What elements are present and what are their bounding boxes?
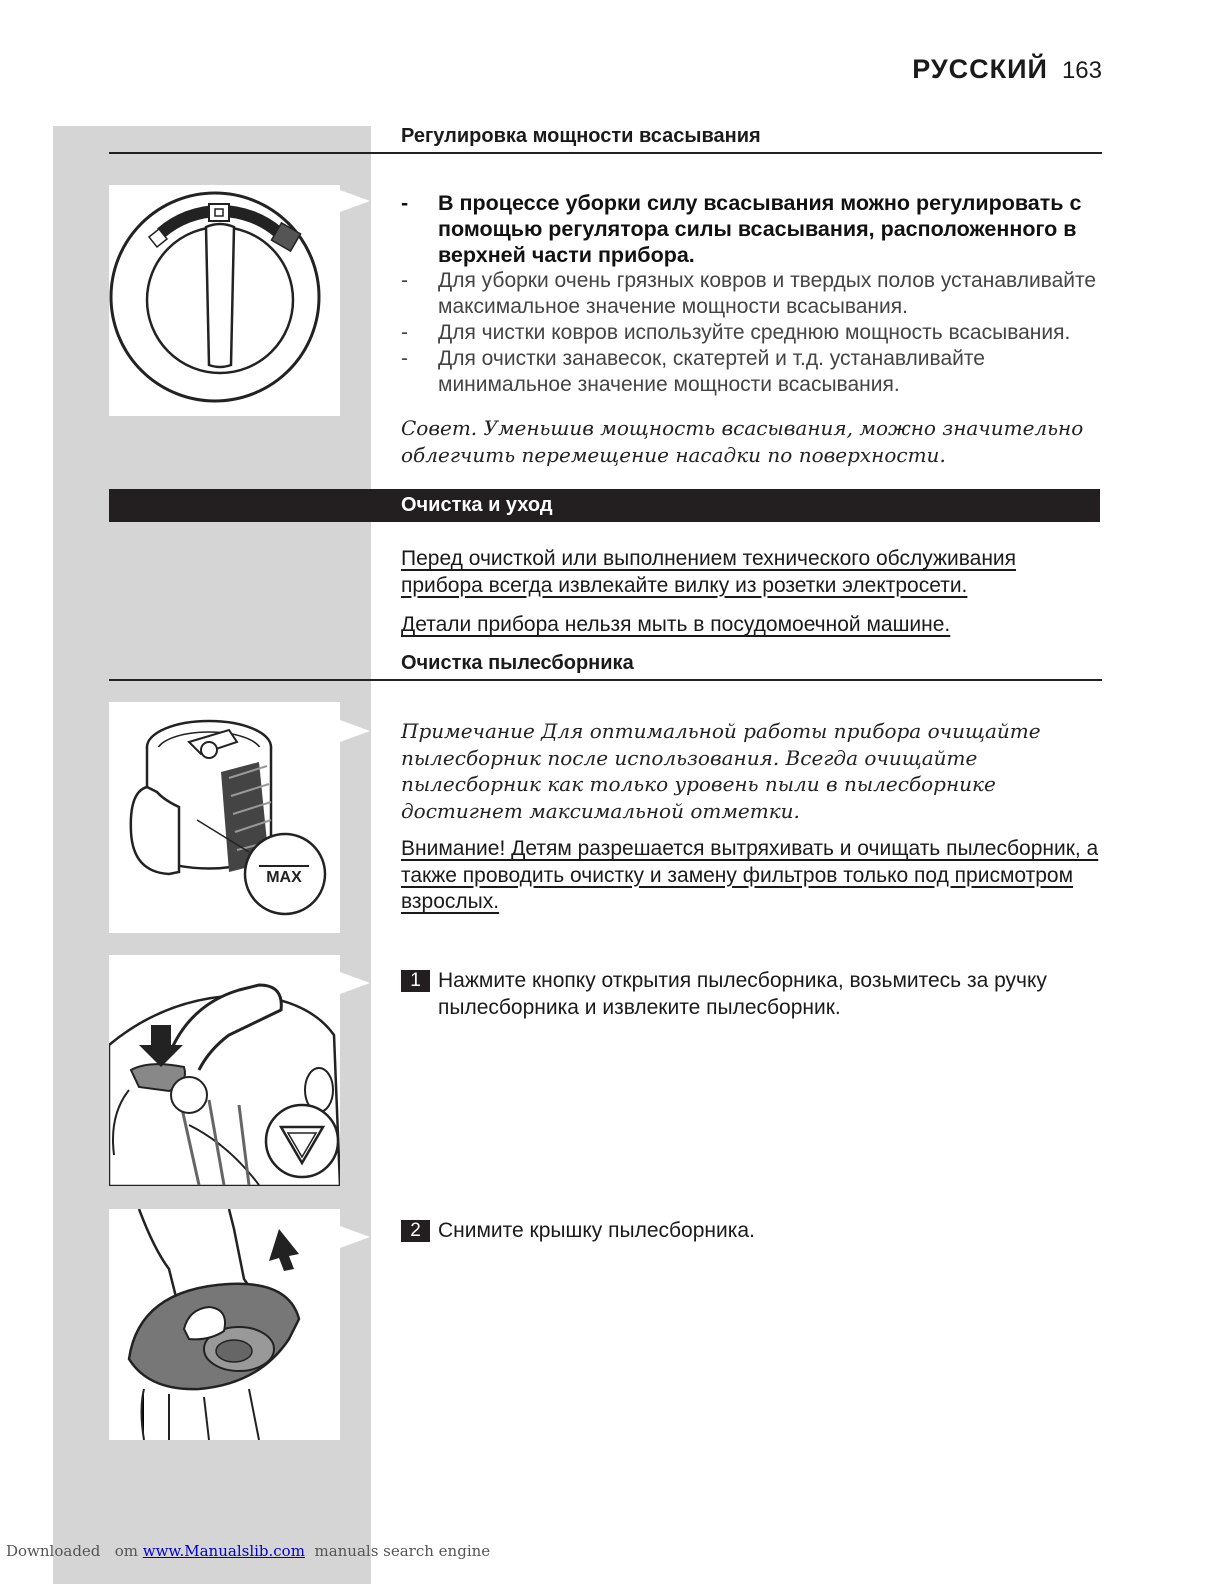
language-label: РУССКИЙ: [912, 54, 1048, 84]
remove-lid-figure: [109, 1209, 340, 1440]
page-header: [912, 54, 1102, 85]
dust-note: Примечание Для оптимальной работы прибора очищайте пылесборник после использования. Всегда очищайте пылесборник как только уровень пыли в пылесборнике достигнет максимальной отметки.: [401, 719, 1041, 823]
download-footer: Downloaded om www.Manualslib.com manuals search engine: [6, 1542, 491, 1560]
figure-pointer: [340, 972, 370, 994]
figure-pointer: [340, 720, 370, 742]
children-attention: Внимание! Детям разрешается вытряхивать и очищать пылесборник, а также проводить очистку и замену фильтров только под присмотром взрослых.: [401, 837, 1099, 913]
bullet-item: - В процессе уборки силу всасывания можно регулировать с помощью регулятора силы всасывания, расположенного в верхней части прибора.: [401, 191, 1082, 267]
figure-pointer: [340, 1226, 370, 1248]
dust-container-illustration: [109, 702, 340, 933]
suction-dial-illustration: [109, 185, 340, 416]
step-number: 1: [401, 970, 430, 992]
suction-dial-figure: [109, 185, 340, 416]
suction-tip: Совет. Уменьшив мощность всасывания, можно значительно облегчить перемещение насадки по поверхности.: [401, 416, 1084, 467]
suction-section-title: Регулировка мощности всасывания: [401, 125, 761, 147]
step-2: [401, 1218, 1121, 1245]
suction-bullets: [401, 190, 1111, 398]
bullet-item: - Для очистки занавесок, скатертей и т.д. устанавливайте минимальное значение мощности всасывания.: [401, 347, 985, 396]
step-text: Снимите крышку пылесборника.: [438, 1219, 755, 1242]
page-number: 163: [1061, 57, 1102, 84]
bullet-item: - Для уборки очень грязных ковров и твердых полов устанавливайте максимальное значение мощности всасывания.: [401, 269, 1097, 318]
remove-lid-illustration: [109, 1209, 340, 1440]
max-mark-label: MAX: [266, 869, 302, 886]
bullet-item: - Для чистки ковров используйте среднюю мощность всасывания.: [401, 321, 1071, 344]
dust-section-title: Очистка пылесборника: [401, 652, 634, 674]
section-rule: [109, 152, 1102, 154]
figure-pointer: [340, 190, 370, 212]
dishwasher-warning: Детали прибора нельзя мыть в посудомоечной машине.: [401, 613, 951, 636]
cleaning-section-bar: [109, 489, 1100, 522]
dust-container-max-figure: [109, 702, 340, 933]
step-number: 2: [401, 1220, 430, 1242]
step-text: Нажмите кнопку открытия пылесборника, возьмитесь за ручку пылесборника и извлеките пылесборник.: [438, 969, 1047, 1019]
remove-container-figure: [109, 955, 340, 1186]
step-1: [401, 968, 1121, 1021]
unplug-warning: Перед очисткой или выполнением технического обслуживания прибора всегда извлекайте вилку из розетки электросети.: [401, 547, 1017, 597]
section-rule: [109, 679, 1102, 681]
remove-container-illustration: [109, 955, 340, 1186]
manualslib-link[interactable]: www.Manualslib.com: [142, 1542, 305, 1560]
cleaning-section-title: Очистка и уход: [401, 494, 553, 516]
